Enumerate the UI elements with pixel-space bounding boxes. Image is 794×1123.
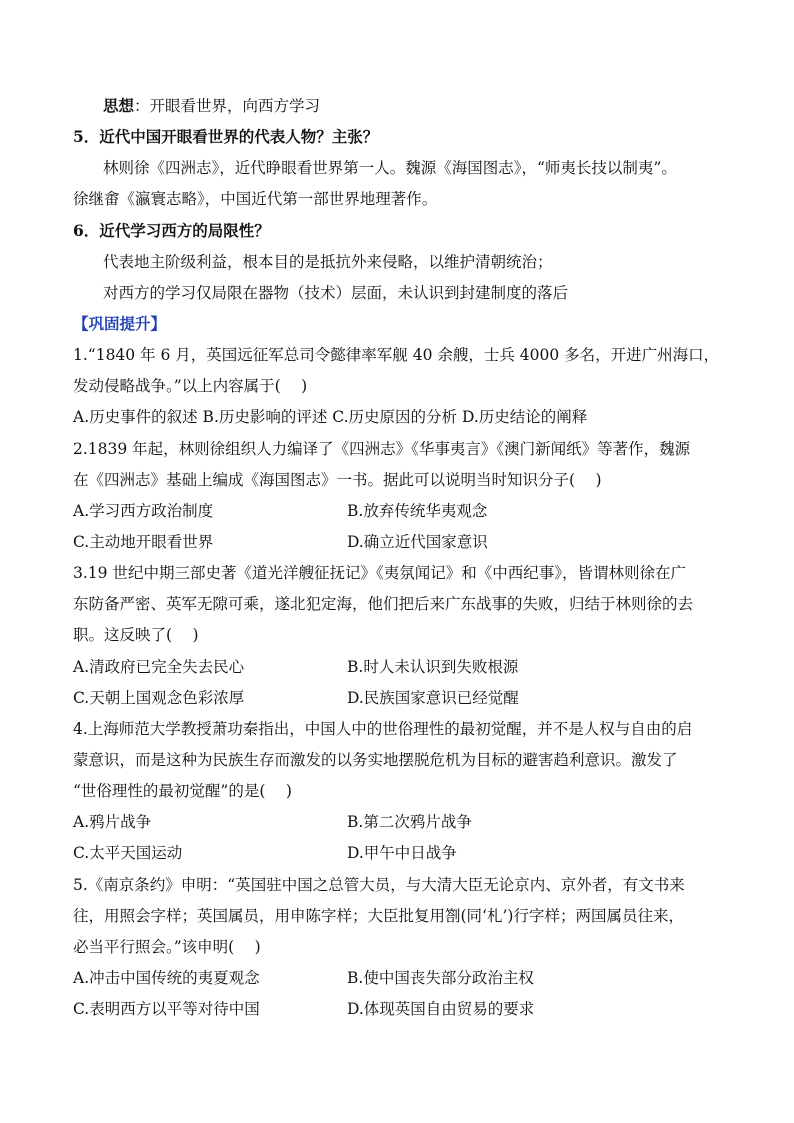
thought-text: ：开眼看世界，向西方学习	[134, 97, 321, 115]
q3-stem-3: 职。这反映了( )	[73, 626, 199, 644]
q4-option-b: B.第二次鸦片战争	[347, 813, 472, 831]
q4-option-a: A.鸦片战争	[73, 813, 152, 831]
q2-option-b: B.放弃传统华夷观念	[347, 502, 488, 520]
q3-stem-1: 3.19 世纪中期三部史著《道光洋艘征抚记》《夷氛闻记》和《中西纪事》，皆谓林则徐在广	[73, 564, 686, 582]
q3-option-d: D.民族国家意识已经觉醒	[347, 689, 519, 707]
q2-option-a: A.学习西方政治制度	[73, 502, 214, 520]
q4-option-c: C.太平天国运动	[73, 844, 183, 862]
q5-stem-1: 5.《南京条约》申明：“英国驻中国之总管大员，与大清大臣无论京内、京外者，有文书来	[73, 876, 685, 894]
q2-option-d: D.确立近代国家意识	[347, 533, 488, 551]
q4-stem-1: 4.上海师范大学教授萧功秦指出，中国人中的世俗理性的最初觉醒，并不是人权与自由的启	[73, 720, 693, 738]
thought-label: 思想	[103, 96, 135, 115]
q6-line-2: 对西方的学习仅局限在器物（技术）层面，未认识到封建制度的落后	[103, 284, 569, 302]
q5-line-1: 林则徐《四洲志》，近代睁眼看世界第一人。魏源《海国图志》，“师夷长技以制夷”。	[103, 159, 677, 177]
thought-line	[103, 95, 763, 117]
q5-option-a: A.冲击中国传统的夷夏观念	[73, 969, 260, 987]
q1-options: A.历史事件的叙述 B.历史影响的评述 C.历史原因的分析 D.历史结论的阐释	[73, 408, 588, 426]
q5-stem-2: 往，用照会字样；英国属员，用申陈字样；大臣批复用劄(同‘札’)行字样；两国属员往来，	[73, 907, 684, 925]
q5-line-2: 徐继畬《瀛寰志略》，中国近代第一部世界地理著作。	[73, 190, 438, 208]
q6-title: 6．近代学习西方的局限性？	[73, 221, 270, 240]
q3-option-b: B.时人未认识到失败根源	[347, 658, 519, 676]
q2-stem-1: 2.1839 年起，林则徐组织人力编译了《四洲志》《华事夷言》《澳门新闻纸》等著作，魏源	[73, 440, 691, 458]
q5-option-b: B.使中国丧失部分政治主权	[347, 969, 534, 987]
q5-title: 5．近代中国开眼看世界的代表人物？主张？	[73, 127, 379, 146]
q3-option-a: A.清政府已完全失去民心	[73, 658, 245, 676]
q1-stem-2: 发动侵略战争。”以上内容属于( )	[73, 377, 308, 395]
q2-stem-2: 在《四洲志》基础上编成《海国图志》一书。据此可以说明当时知识分子( )	[73, 471, 602, 489]
q1-stem-1: 1.“1840 年 6 月，英国远征军总司令懿律率军舰 40 余艘，士兵 4000 多名，开进广州海口，	[73, 346, 720, 364]
q4-stem-3: “世俗理性的最初觉醒”的是( )	[73, 782, 292, 800]
q3-stem-2: 东防备严密、英军无隙可乘，遂北犯定海，他们把后来广东战事的失败，归结于林则徐的去	[73, 595, 694, 613]
q4-option-d: D.甲午中日战争	[347, 844, 457, 862]
q5-option-d: D.体现英国自由贸易的要求	[347, 1000, 535, 1018]
q2-option-c: C.主动地开眼看世界	[73, 533, 214, 551]
section-heading: 【巩固提升】	[73, 314, 167, 333]
q6-line-1: 代表地主阶级利益，根本目的是抵抗外来侵略，以维护清朝统治；	[103, 253, 553, 271]
q3-option-c: C.天朝上国观念色彩浓厚	[73, 689, 245, 707]
q4-stem-2: 蒙意识，而是这种为民族生存而激发的以务实地摆脱危机为目标的避害趋利意识。激发了	[73, 751, 678, 769]
q5-stem-3: 必当平行照会。”该申明( )	[73, 938, 261, 956]
q5-option-c: C.表明西方以平等对待中国	[73, 1000, 260, 1018]
